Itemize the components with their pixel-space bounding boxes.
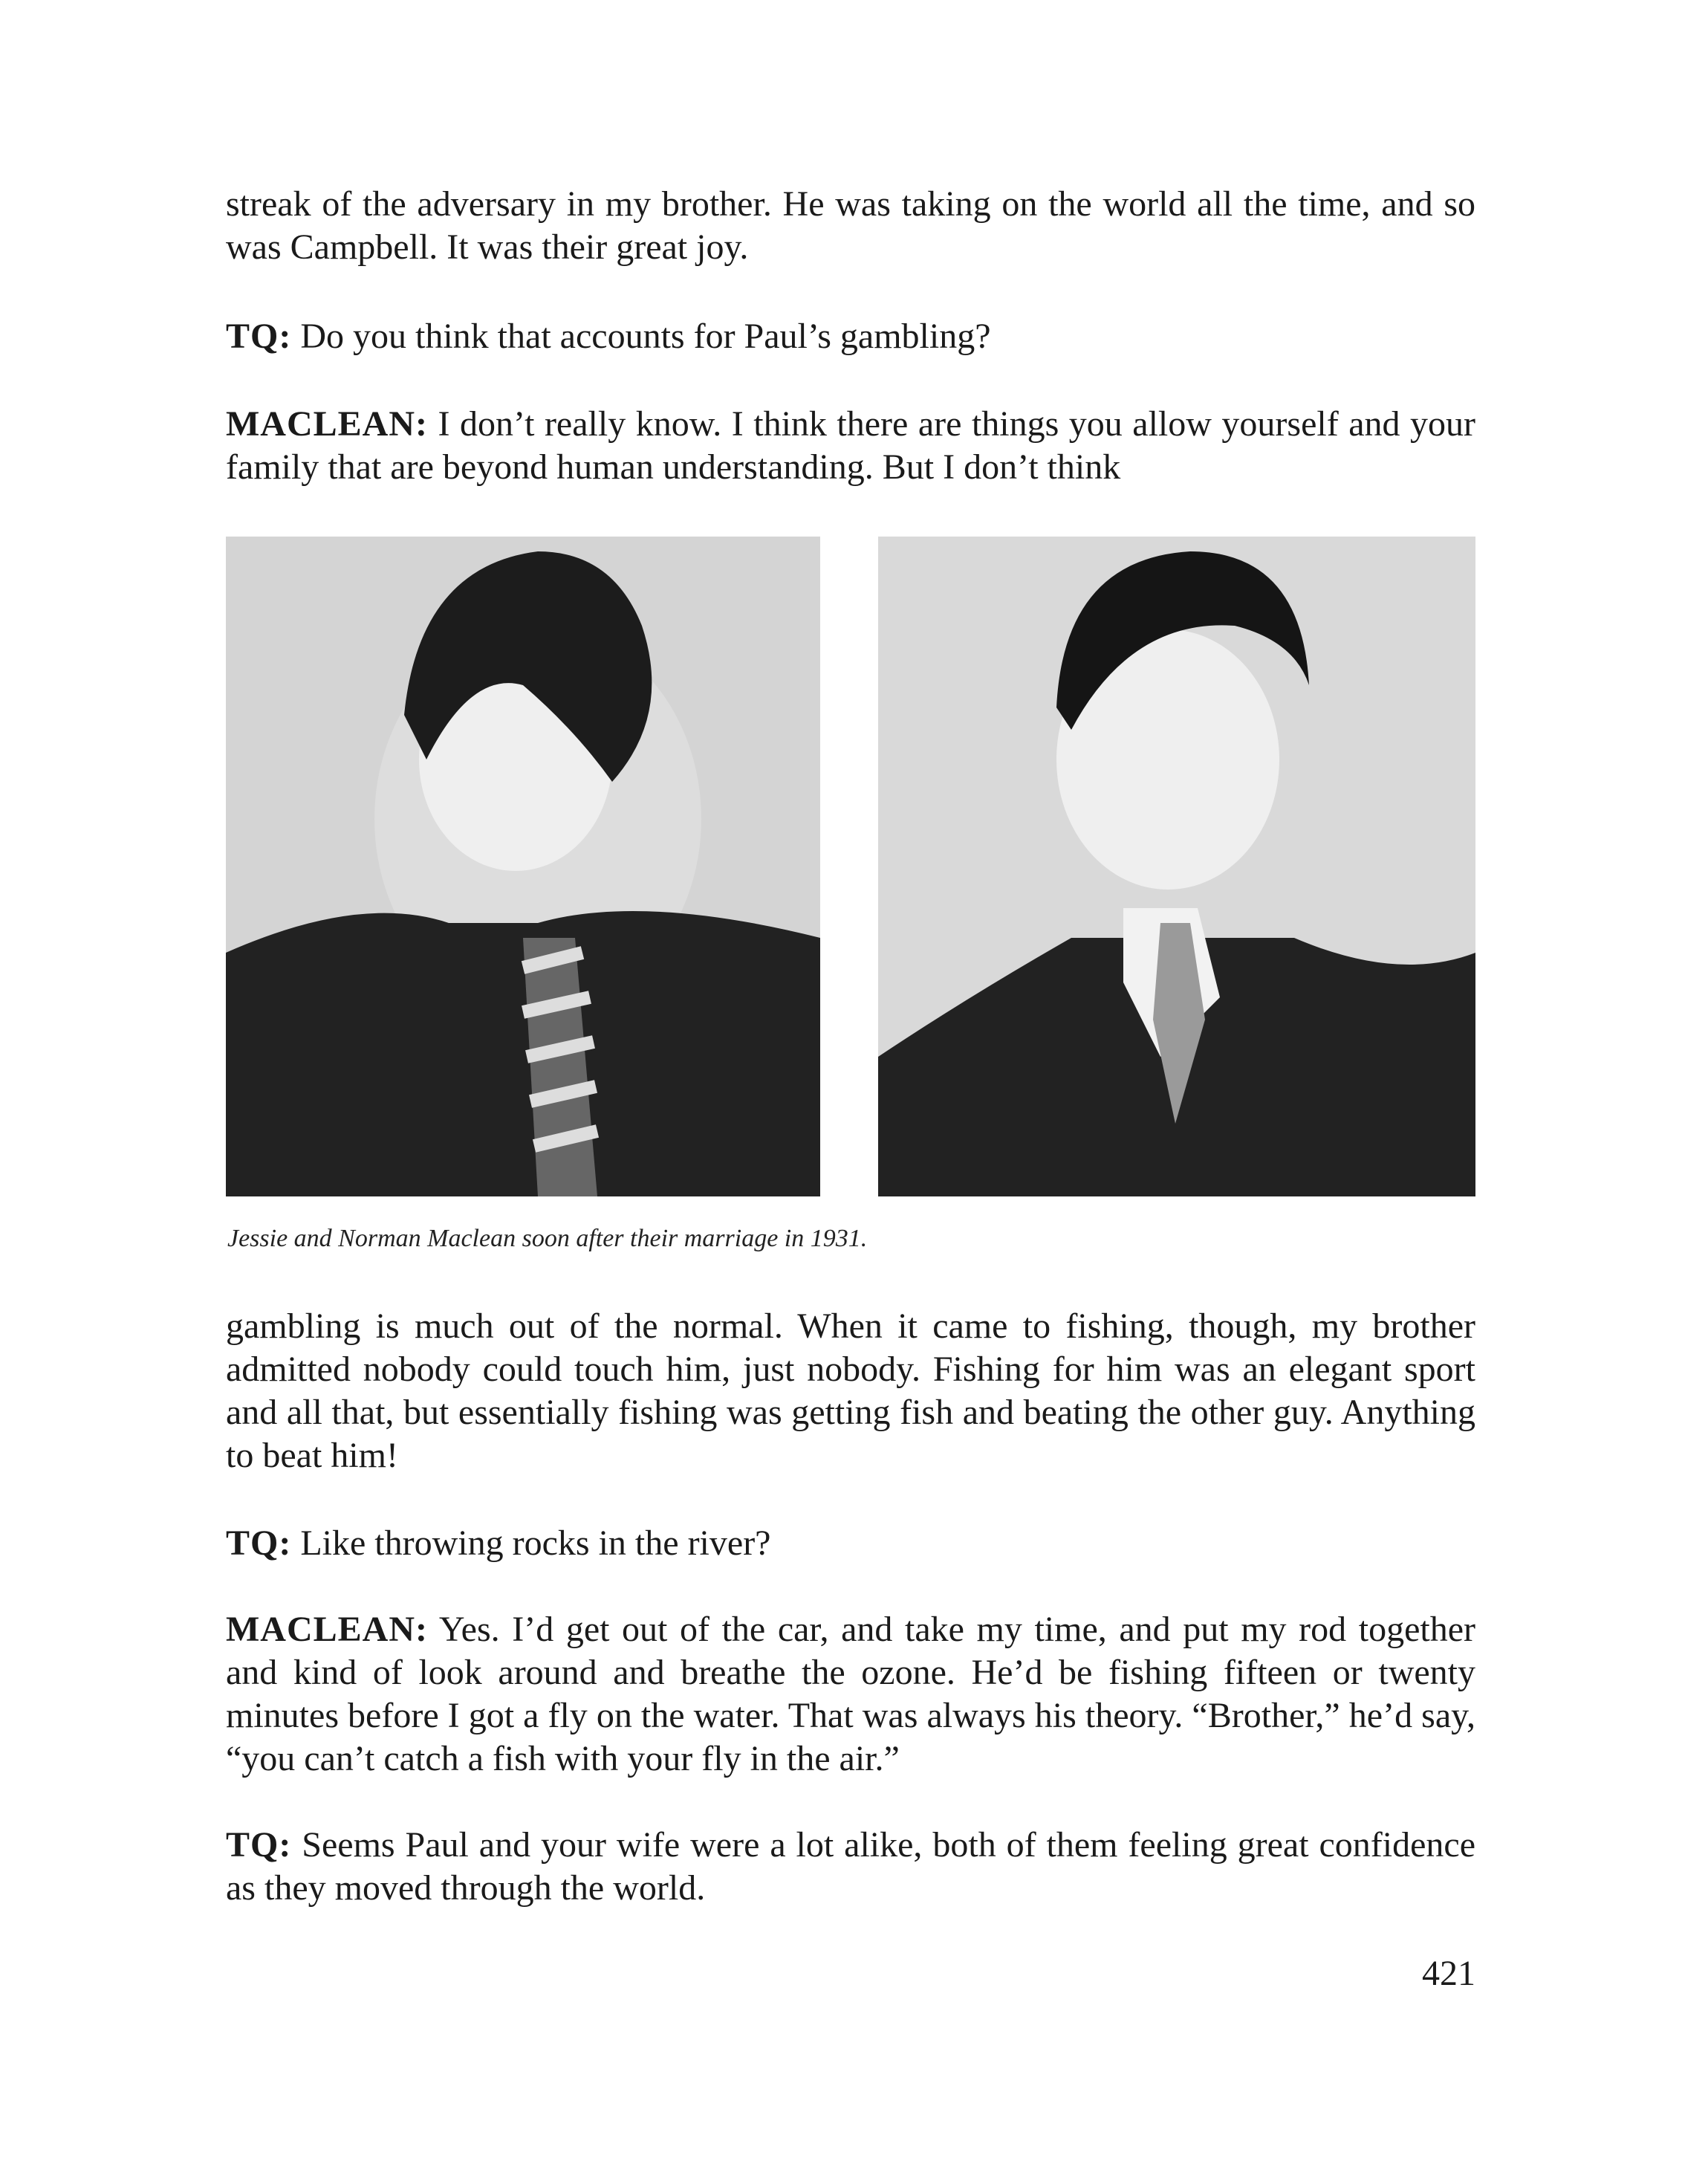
paragraph-text: streak of the adversary in my brother. He was taking on the world all the time, and so was Campbell. It was their great joy.: [226, 184, 1475, 267]
photo-norman-maclean: [878, 537, 1475, 1196]
paragraph-text: Yes. I’d get out of the car, and take my time, and put my rod together and kind of look around and breathe the ozone. He’d be fishing fifteen or twenty minutes before I got a fly on the water. That was always his theory. “Brother,” he’d say, “you can’t catch a fish with your fly in the air.”: [226, 1610, 1476, 1778]
paragraph-text: Like throwing rocks in the river?: [300, 1523, 771, 1563]
paragraph-question: [226, 1824, 1475, 1910]
paragraph-text: gambling is much out of the normal. When it came to fishing, though, my brother admitted nobody could touch him, just nobody. Fishing for him was an elegant sport and all that, but essentially fishing was getting fish and beating the other guy. Anything to beat him!: [226, 1306, 1475, 1475]
paragraph-continuation: [226, 183, 1475, 269]
photo-caption: Jessie and Norman Maclean soon after their marriage in 1931.: [227, 1225, 868, 1252]
paragraph-answer: [226, 1608, 1475, 1781]
paragraph-question: [226, 1522, 1475, 1565]
speaker-label: MACLEAN:: [226, 1610, 428, 1649]
photo-jessie-maclean: [226, 537, 820, 1196]
paragraph-text: I don’t really know. I think there are things you allow yourself and your family that are beyond human understanding. But I don’t think: [226, 404, 1476, 487]
paragraph-text: Seems Paul and your wife were a lot alike, both of them feeling great confidence as they moved through the world.: [226, 1825, 1476, 1908]
speaker-label: TQ:: [226, 317, 292, 356]
paragraph-continuation: [226, 1305, 1475, 1477]
speaker-label: TQ:: [226, 1825, 292, 1865]
paragraph-text: Do you think that accounts for Paul’s gambling?: [300, 317, 991, 356]
page-number: 421: [1422, 1954, 1475, 1993]
speaker-label: TQ:: [226, 1523, 292, 1563]
paragraph-answer: [226, 403, 1475, 489]
paragraph-question: [226, 315, 1475, 358]
speaker-label: MACLEAN:: [226, 404, 428, 444]
